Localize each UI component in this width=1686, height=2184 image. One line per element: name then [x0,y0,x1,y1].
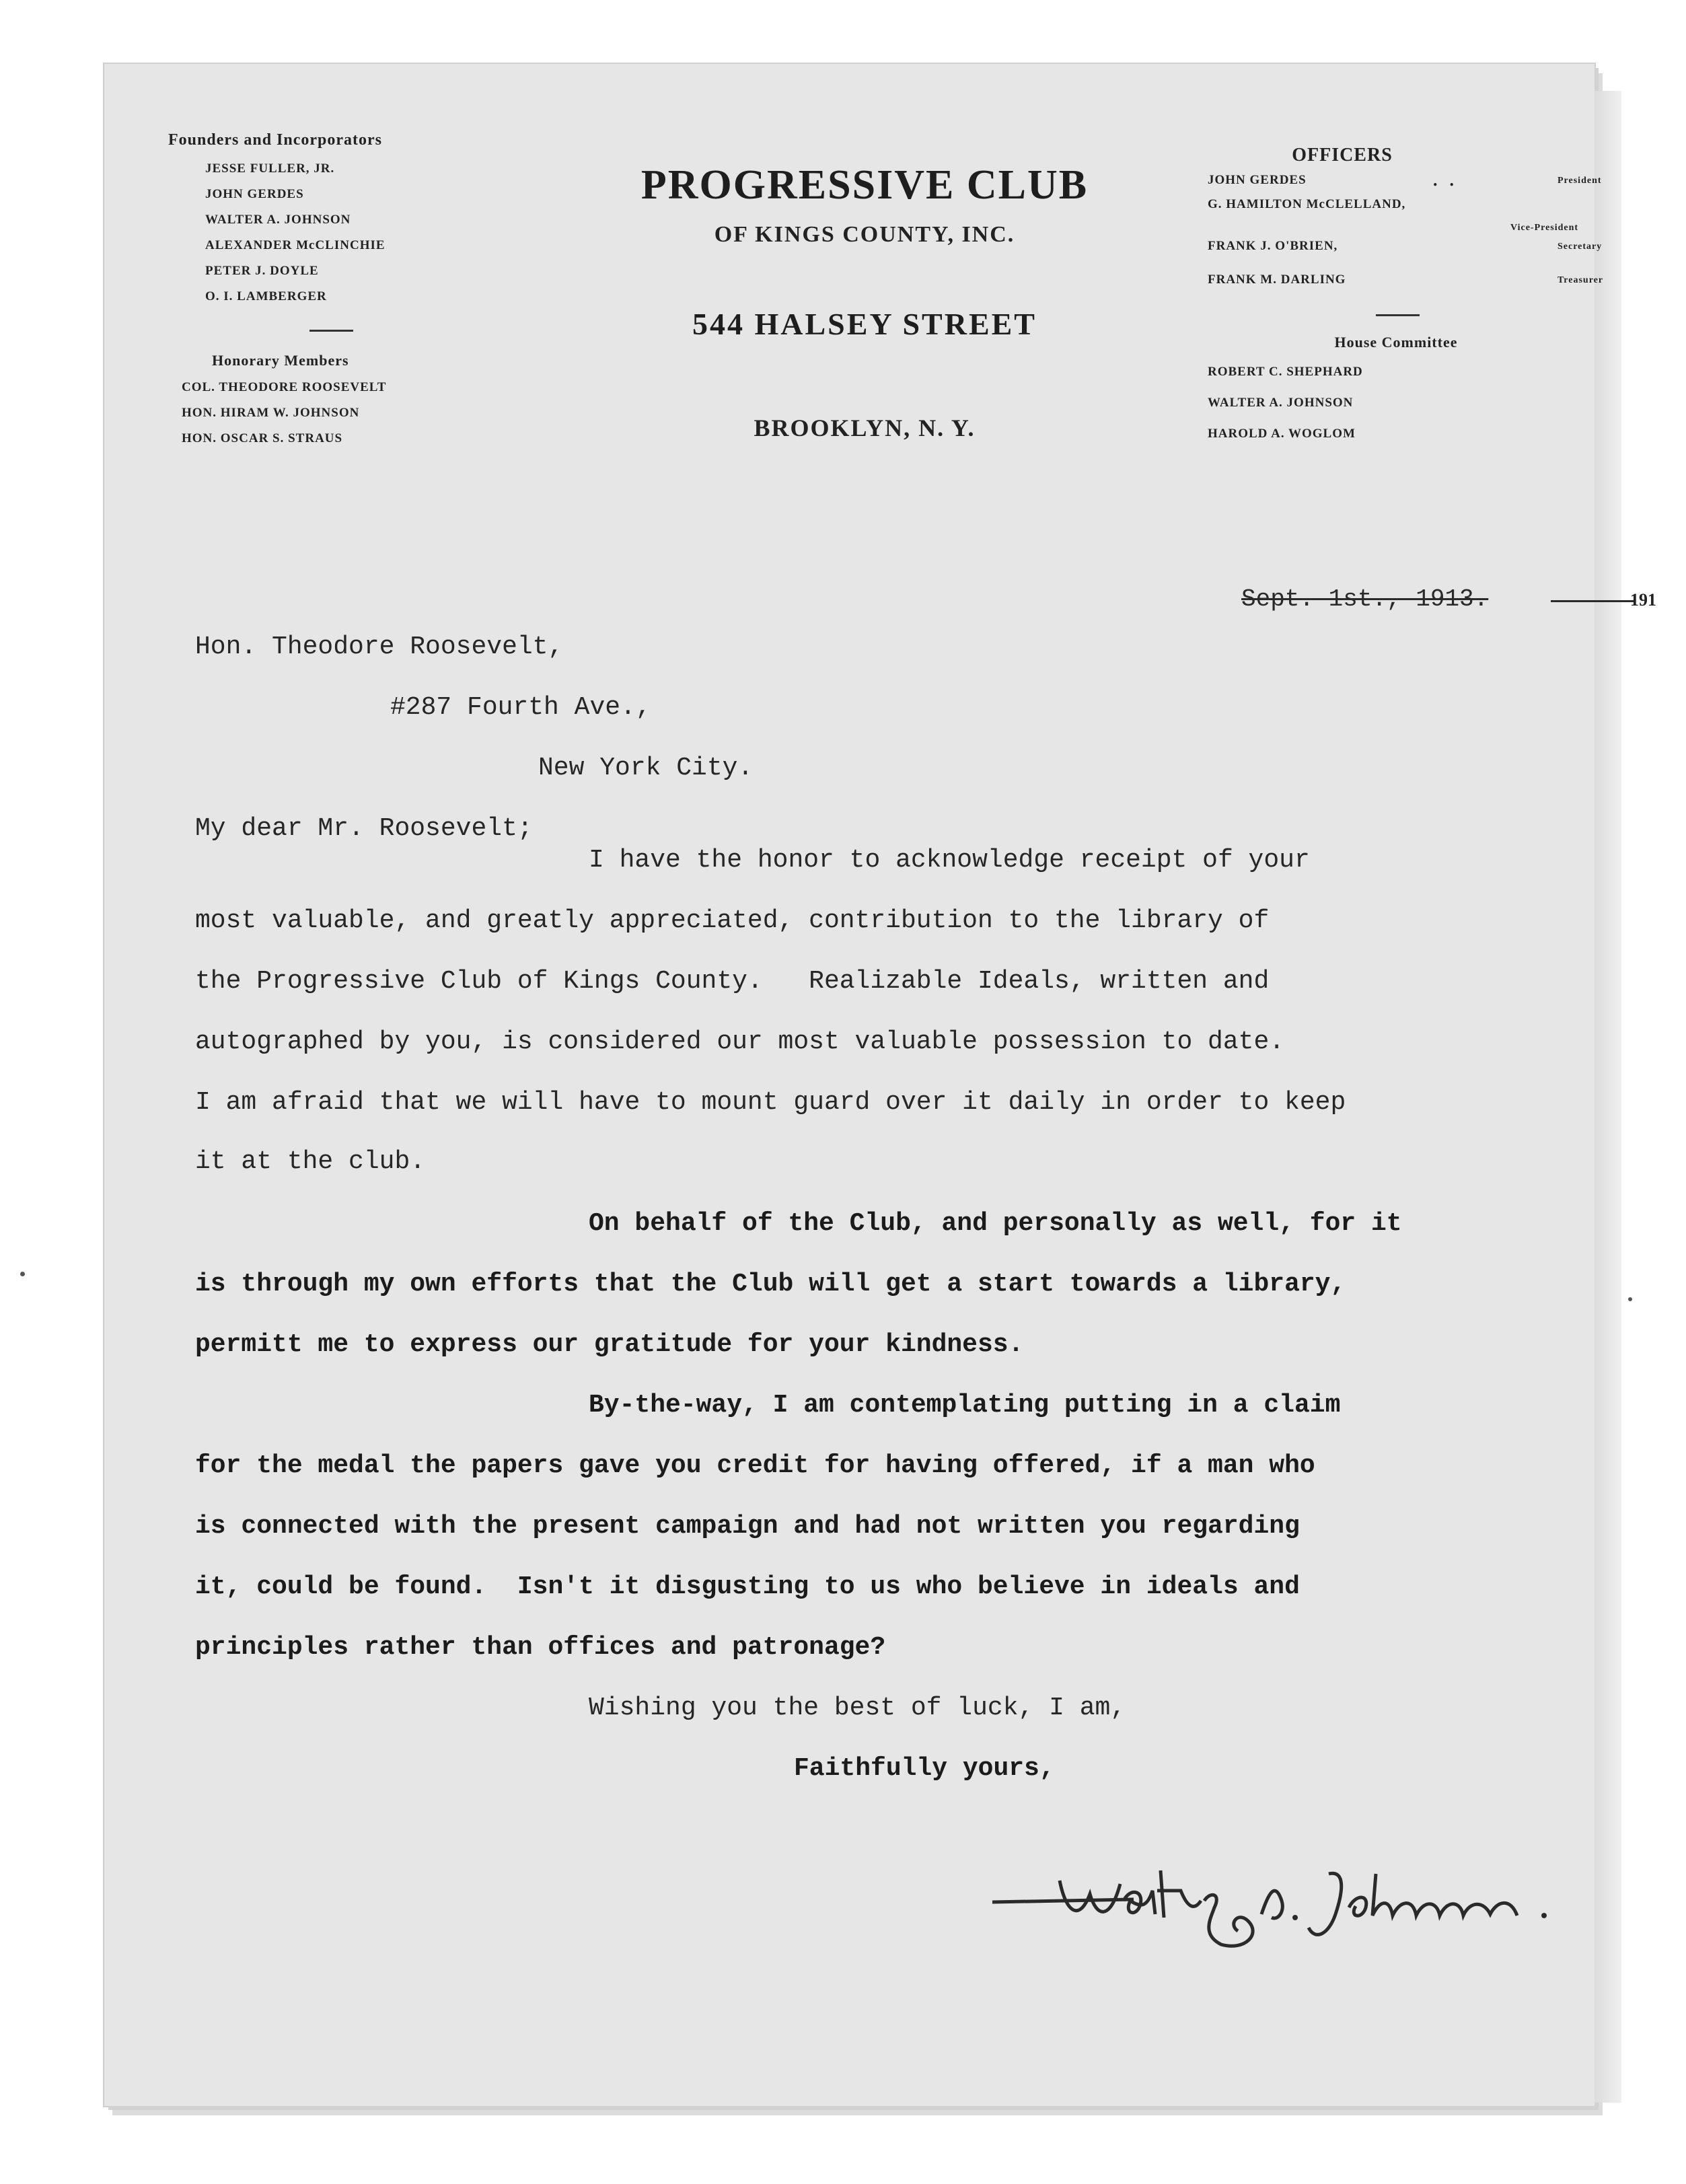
committee-member: HAROLD A. WOGLOM [1208,427,1356,441]
divider [1376,314,1420,316]
officer-role: Treasurer [1557,275,1604,285]
officer-row [1181,197,1652,239]
body-line: permitt me to express our gratitude for your kindness. [195,1330,1024,1359]
body-line: it at the club. [195,1147,426,1176]
body-line: autographed by you, is considered our most valuable possession to date. [195,1027,1285,1056]
officer-name: FRANK J. O'BRIEN, [1208,239,1338,253]
letter-sheet [104,64,1656,2106]
officer-name: JOHN GERDES [1208,173,1307,187]
officer-role: President [1557,176,1602,186]
body-line: is connected with the present campaign and had not written you regarding [195,1512,1300,1541]
body-line: Wishing you the best of luck, I am, [589,1694,1126,1722]
speck [1628,1297,1632,1301]
date-printed-suffix: 191 [1630,590,1656,610]
committee-member: WALTER A. JOHNSON [1208,396,1354,410]
founder-name: JESSE FULLER, JR. [205,161,335,176]
officer-role: Secretary [1557,242,1603,252]
speck [20,1272,25,1276]
body-line: is through my own efforts that the Club will get a start towards a library, [195,1270,1346,1299]
founder-name: O. I. LAMBERGER [205,289,327,303]
officer-row [1181,170,1652,197]
officer-name: FRANK M. DARLING [1208,272,1346,287]
body-line: On behalf of the Club, and personally as well, for it [589,1209,1402,1238]
officers-column [1181,145,1652,449]
addressee-name: Hon. Theodore Roosevelt, [195,632,564,661]
body-line: it, could be found. Isn't it disgusting to us who believe in ideals and [195,1572,1300,1601]
body-line: the Progressive Club of Kings County. Realizable Ideals, written and [195,967,1270,996]
founder-name: PETER J. DOYLE [205,264,319,278]
founder-name: JOHN GERDES [205,187,304,201]
letter-date: Sept. 1st., 1913. [1241,585,1489,613]
club-city: BROOKLYN, N. Y. [754,414,976,441]
founders-column [168,131,606,451]
honorary-heading: Honorary Members [212,352,349,369]
club-address: 544 HALSEY STREET [692,307,1037,341]
honorary-member: HON. HIRAM W. JOHNSON [182,406,360,420]
addressee-street: #287 Fourth Ave., [390,693,651,722]
divider [309,330,353,332]
house-committee-heading: House Committee [1334,334,1458,351]
body-line: for the medal the papers gave you credit for having offered, if a man who [195,1451,1315,1480]
addressee-city: New York City. [538,754,754,782]
honorary-member: COL. THEODORE ROOSEVELT [182,380,387,394]
salutation: My dear Mr. Roosevelt; [195,814,533,843]
signature-image [979,1854,1618,1955]
body-line: most valuable, and greatly appreciated, contribution to the library of [195,906,1270,935]
body-line: principles rather than offices and patronage? [195,1633,886,1662]
date-rule [1551,600,1635,602]
officer-name: G. HAMILTON McCLELLAND, [1208,197,1406,211]
body-line: By-the-way, I am contemplating putting in a claim [589,1391,1341,1420]
honorary-member: HON. OSCAR S. STRAUS [182,431,343,445]
body-line: I am afraid that we will have to mount guard over it daily in order to keep [195,1088,1346,1117]
committee-member: ROBERT C. SHEPHARD [1208,365,1363,379]
founder-name: ALEXANDER McCLINCHIE [205,238,386,252]
leader-dots: .. [1433,170,1466,190]
officers-heading: OFFICERS [1292,145,1393,166]
officer-row [1181,239,1652,263]
founders-heading: Founders and Incorporators [168,131,383,149]
body-line: I have the honor to acknowledge receipt of your [589,846,1310,875]
officer-role: Vice-President [1510,223,1579,233]
founder-name: WALTER A. JOHNSON [205,213,351,227]
club-subtitle: OF KINGS COUNTY, INC. [714,222,1015,247]
club-title: PROGRESSIVE CLUB [640,162,1089,208]
closing: Faithfully yours, [794,1754,1055,1783]
officer-row [1181,272,1652,297]
